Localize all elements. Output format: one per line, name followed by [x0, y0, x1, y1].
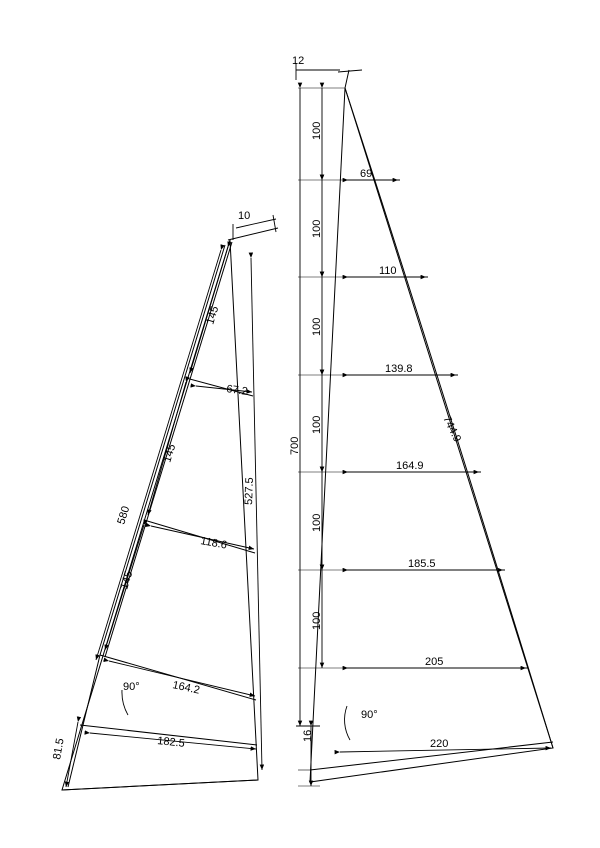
- jib-foot-line: [62, 780, 258, 790]
- main-seg6-label: 100: [311, 611, 323, 630]
- jib-width3-label: 164.2: [171, 679, 201, 697]
- mainsail-head-tick: [345, 70, 349, 88]
- jib-angle-label: 90°: [123, 681, 140, 693]
- jib-seg3-label: 145: [118, 569, 136, 591]
- main-width7-label: 220: [430, 738, 449, 750]
- main-angle-label: 90°: [361, 709, 378, 721]
- jib-leech-label: 527.5: [243, 477, 256, 506]
- main-seg1-label: 100: [311, 121, 323, 140]
- jib-seg1-label: 145: [204, 304, 222, 326]
- main-width-dims: [340, 180, 551, 752]
- jib-width2-label: 118.6: [199, 535, 228, 552]
- jib-width1-label: 67.2: [225, 383, 249, 398]
- main-leech-label: 744.9: [440, 414, 464, 445]
- jib-tack-label: 81.5: [51, 737, 67, 761]
- jib-leech-dim: [251, 258, 262, 770]
- jib-luff-total-label: 580: [115, 504, 133, 526]
- main-seg3-label: 100: [311, 317, 323, 336]
- main-width1-label: 69: [360, 168, 373, 180]
- main-angle-mark: [345, 706, 350, 740]
- jib-head-label: 10: [238, 210, 251, 222]
- jib-head-edge: [228, 228, 278, 240]
- main-width2-label: 110: [379, 265, 397, 277]
- jib-seg2-label: 145: [161, 442, 179, 464]
- main-extension-lines: [298, 88, 345, 786]
- main-width5-label: 185.5: [408, 558, 436, 570]
- main-width4-label: 164.9: [396, 460, 424, 472]
- mainsail-head-edge: [338, 70, 362, 72]
- mainsail-outline: [310, 88, 553, 782]
- main-seg2-label: 100: [311, 219, 323, 238]
- jib-figure: [62, 228, 278, 790]
- jib-width4-label: 182.5: [156, 735, 186, 750]
- main-foot-offset-label: 16: [302, 729, 314, 742]
- jib-luff-tape: [68, 245, 228, 787]
- main-seg-dims: [311, 88, 322, 786]
- main-head-label: 12: [292, 55, 305, 67]
- main-width3-label: 139.8: [385, 363, 413, 375]
- main-luff-total-label: 700: [289, 436, 301, 455]
- jib-luff-total-dim: [96, 250, 221, 660]
- jib-sail-outline: [62, 240, 258, 790]
- mainsail-figure: [310, 70, 553, 782]
- main-seg5-label: 100: [311, 513, 323, 532]
- main-width6-label: 205: [425, 656, 444, 668]
- main-seg4-label: 100: [311, 415, 323, 434]
